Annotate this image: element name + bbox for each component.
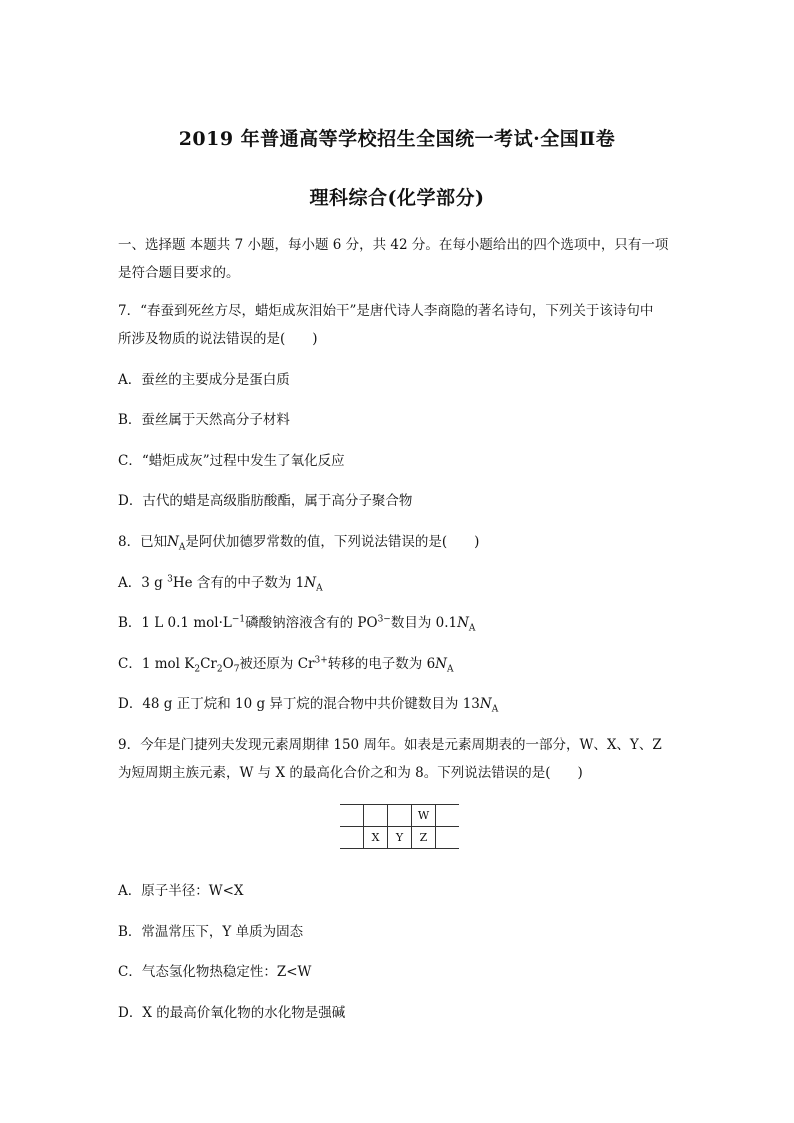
q8-option-b: B．1 L 0.1 $mol\cdot L^{-1}$磷酸钠溶液含有的 $PO^{3-}$数目为 $0.1N_A$ (118, 614, 476, 634)
q7-option-a: A．蚕丝的主要成分是蛋白质 (118, 372, 290, 388)
q9-option-a: A．原子半径：W<X (118, 883, 244, 899)
periodic-table-fragment (340, 804, 459, 849)
periodic-table-cell: W (412, 805, 436, 827)
q8-option-c: C．1 mol $K_2Cr_2O_7$被还原为 $Cr^{3+}$转移的电子数为 $6N_A$ (118, 655, 454, 675)
q7-stem-line2: 所涉及物质的说法错误的是( ) (118, 331, 318, 347)
q7-option-c: C．“蜡炬成灰”过程中发生了氧化反应 (118, 453, 345, 469)
periodic-table-cell: Y (388, 827, 412, 849)
periodic-table-cell (388, 805, 412, 827)
periodic-table-row (340, 827, 459, 849)
periodic-table-cell (436, 805, 460, 827)
q9-option-b: B．常温常压下，Y 单质为固态 (118, 924, 304, 940)
periodic-table-cell (364, 805, 388, 827)
q9-option-d: D．X 的最高价氧化物的水化物是强碱 (118, 1005, 346, 1021)
q9-stem-line2: 为短周期主族元素，W 与 X 的最高化合价之和为 8。下列说法错误的是( ) (118, 765, 583, 781)
periodic-table-row (340, 805, 459, 827)
q7-option-b: B．蚕丝属于天然高分子材料 (118, 412, 290, 428)
section-instructions-line1: 一、选择题 本题共 7 小题，每小题 6 分，共 42 分。在每小题给出的四个选项中，只有一项 (118, 237, 669, 253)
periodic-table-cell: X (364, 827, 388, 849)
section-instructions-line2: 是符合题目要求的。 (118, 265, 240, 281)
q9-option-c: C．气态氢化物热稳定性：Z<W (118, 964, 312, 980)
q7-stem-line1: 7．“春蚕到死丝方尽，蜡炬成灰泪始干”是唐代诗人李商隐的著名诗句，下列关于该诗句中 (118, 303, 654, 319)
periodic-table-cell (340, 805, 364, 827)
q8-option-d: D．48 g 正丁烷和 10 g 异丁烷的混合物中共价键数目为 $13N_A$ (118, 696, 499, 715)
q9-stem-line1: 9．今年是门捷列夫发现元素周期律 150 周年。如表是元素周期表的一部分，W、X、Y、Z (118, 737, 662, 753)
periodic-table-cell (436, 827, 460, 849)
q8-option-a: A．3 g $^3$He 含有的中子数为 $1N_A$ (118, 574, 323, 594)
periodic-table-cell (340, 827, 364, 849)
exam-title: 2019 年普通高等学校招生全国统一考试·全国Ⅱ卷 (178, 128, 616, 150)
q8-stem: 8．已知$N_A$是阿伏加德罗常数的值，下列说法错误的是( ) (118, 534, 480, 553)
exam-subtitle: 理科综合(化学部分) (309, 187, 485, 209)
q7-option-d: D．古代的蜡是高级脂肪酸酯，属于高分子聚合物 (118, 493, 413, 509)
periodic-table-cell: Z (412, 827, 436, 849)
